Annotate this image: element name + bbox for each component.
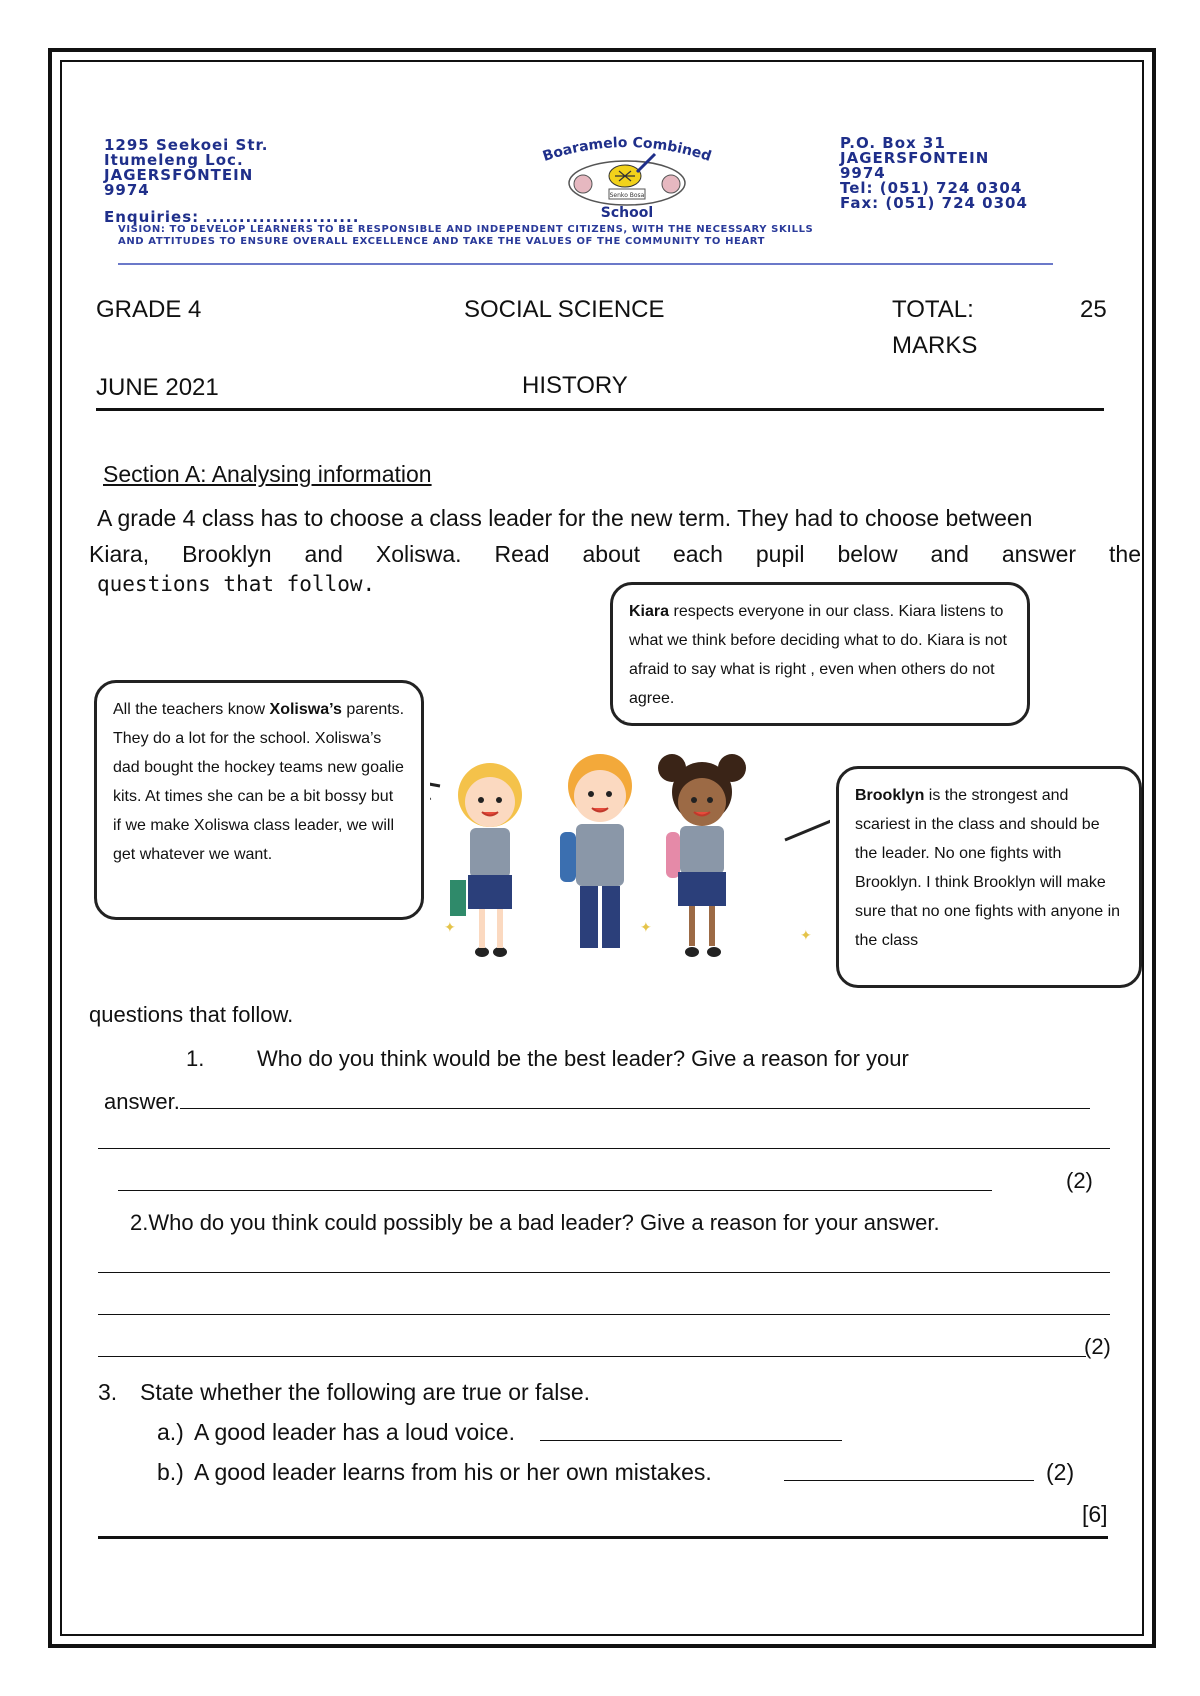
grade-label: GRADE 4 bbox=[96, 296, 202, 323]
school-logo bbox=[497, 128, 757, 220]
q3a-label: a.) bbox=[157, 1419, 184, 1445]
q1-text: Who do you think would be the best leader? Give a reason for your bbox=[257, 1046, 909, 1071]
svg-text:✦: ✦ bbox=[640, 919, 652, 935]
total-label: TOTAL: bbox=[892, 296, 974, 323]
xoliswa-figure bbox=[450, 763, 522, 957]
q2-answer-line-2[interactable] bbox=[98, 1314, 1110, 1315]
q1-marks: (2) bbox=[1066, 1168, 1093, 1193]
q1-answer-line-1[interactable]: answer. bbox=[104, 1088, 1114, 1115]
svg-text:✦: ✦ bbox=[444, 919, 456, 935]
kiara-figure bbox=[560, 754, 632, 948]
q1-number: 1. bbox=[186, 1046, 205, 1071]
xoliswa-bubble: All the teachers know Xoliswa’s parents. They do a lot for the school. Xoliswa’s dad bought the hockey teams new goalie kits. At times she can be a bit bossy but if we make Xoliswa class leader, we will get whatever we want. bbox=[94, 680, 424, 920]
questions-repeat-line: questions that follow. bbox=[89, 1002, 294, 1027]
q3a-text: A good leader has a loud voice. bbox=[194, 1419, 515, 1445]
logo-top-text: Boaramelo Combined bbox=[540, 134, 714, 165]
q3a-answer-line[interactable] bbox=[540, 1440, 842, 1441]
logo-ribbon-text: Senko Bosa bbox=[609, 192, 645, 199]
school-address-left: 1295 Seekoei Str. Itumeleng Loc. JAGERSFONTEIN 9974 Enquiries: ....................... bbox=[104, 136, 360, 226]
intro-line-2: Kiara, Brooklyn and Xoliswa. Read about each pupil below and answer the bbox=[89, 541, 1141, 567]
q1-answer-line-3[interactable] bbox=[118, 1190, 992, 1191]
section-end-rule bbox=[98, 1536, 1108, 1539]
intro-line-1: A grade 4 class has to choose a class leader for the new term. They had to choose between bbox=[97, 505, 1033, 531]
q2-text: 2.Who do you think could possibly be a bad leader? Give a reason for your answer. bbox=[130, 1210, 940, 1235]
q2-answer-line-1[interactable] bbox=[98, 1272, 1110, 1273]
kiara-bubble: Kiara respects everyone in our class. Kiara listens to what we think before deciding what to do. Kiara is not afraid to say what is right , even when others do not agree. bbox=[610, 582, 1030, 726]
q3-number: 3. bbox=[98, 1379, 118, 1405]
q1-answer-line-2[interactable] bbox=[98, 1148, 1110, 1149]
letterhead-divider bbox=[118, 263, 1053, 265]
header-rule bbox=[96, 408, 1104, 411]
q2-answer-line-3[interactable] bbox=[98, 1356, 1086, 1357]
date-label: JUNE 2021 bbox=[96, 374, 219, 401]
q3-text: State whether the following are true or false. bbox=[140, 1379, 591, 1405]
q3b-answer-line[interactable] bbox=[784, 1480, 1034, 1481]
q3b-text: A good leader learns from his or her own mistakes. bbox=[194, 1459, 712, 1485]
children-illustration bbox=[430, 720, 830, 980]
svg-text:✦: ✦ bbox=[800, 927, 812, 943]
logo-bottom-text: School bbox=[600, 205, 654, 220]
school-vision: VISION: TO DEVELOP LEARNERS TO BE RESPONSIBLE AND INDEPENDENT CITIZENS, WITH THE NECESSARY SKILLS AND ATTITUDES TO ENSURE OVERALL EXCELLENCE AND TAKE THE VALUES OF THE COMMUNITY TO HEART bbox=[118, 224, 814, 247]
q2-marks: (2) bbox=[1084, 1334, 1111, 1359]
total-value: 25 bbox=[1080, 296, 1107, 323]
marks-label: MARKS bbox=[892, 332, 978, 359]
topic-label: HISTORY bbox=[522, 372, 628, 399]
q3b-label: b.) bbox=[157, 1459, 184, 1485]
enquiries: Enquiries: ....................... bbox=[104, 208, 360, 226]
section-total: [6] bbox=[1082, 1501, 1108, 1527]
subject-label: SOCIAL SCIENCE bbox=[464, 296, 665, 323]
q3-marks: (2) bbox=[1046, 1459, 1075, 1485]
school-address-right: P.O. Box 31 JAGERSFONTEIN 9974 Tel: (051) 724 0304 Fax: (051) 724 0304 bbox=[840, 134, 1028, 212]
intro-line-3: questions that follow. bbox=[97, 572, 376, 596]
section-title: Section A: Analysing information bbox=[103, 461, 432, 487]
brooklyn-bubble: Brooklyn is the strongest and scariest in the class and should be the leader. No one fights with Brooklyn. I think Brooklyn will make sure that no one fights with anyone in the class bbox=[836, 766, 1142, 988]
brooklyn-figure bbox=[658, 754, 746, 957]
